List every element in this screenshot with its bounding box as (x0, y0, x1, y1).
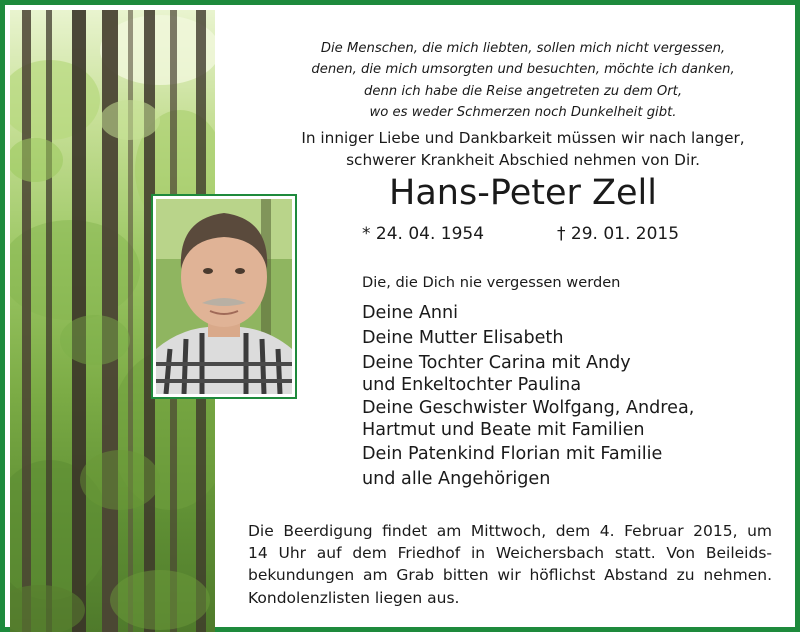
mourner-entry: und alle Angehörigen (362, 469, 551, 490)
funeral-notice (248, 520, 772, 609)
deceased-name: Hans-Peter Zell (389, 173, 657, 213)
poem-line: Die Menschen, die mich liebten, sollen mich nicht vergessen, (320, 41, 726, 56)
poem-line: wo es weder Schmerzen noch Dunkelheit gibt. (369, 104, 677, 120)
mourners-intro: Die, die Dich nie vergessen werden (362, 274, 621, 291)
poem-line: denn ich habe die Reise angetreten zu dem Ort, (363, 83, 683, 99)
mourner-entry: und Enkeltochter Paulina (362, 374, 582, 395)
funeral-line: Die Beerdigung findet am Mittwoch, dem 4. Februar 2015, um (248, 522, 772, 540)
poem-line: denen, die mich umsorgten und besuchten, möchte ich danken, (311, 62, 735, 78)
portrait-illustration (156, 199, 292, 394)
intro-text (245, 127, 800, 171)
mourner-entry: Deine Tochter Carina mit Andy (362, 352, 631, 373)
poem (245, 38, 800, 123)
mourner-entry: Deine Mutter Elisabeth (362, 328, 564, 349)
mourners-list (362, 301, 782, 493)
intro-line: schwerer Krankheit Abschied nehmen von Dir. (346, 151, 700, 169)
portrait-photo (156, 199, 292, 394)
mourner-entry: Deine Anni (362, 303, 459, 323)
funeral-line: 14 Uhr auf dem Friedhof in Weichersbach statt. Von Beileids- (248, 544, 772, 563)
birth-date: * 24. 04. 1954 (362, 224, 485, 244)
intro-line: In inniger Liebe und Dankbarkeit müssen wir nach langer, (301, 129, 745, 147)
mourner-entry: Deine Geschwister Wolfgang, Andrea, (362, 397, 695, 418)
death-date: † 29. 01. 2015 (557, 224, 680, 244)
portrait-frame (151, 194, 297, 399)
funeral-line: Kondolenzlisten liegen aus. (248, 588, 460, 607)
mourner-entry: Hartmut und Beate mit Familien (362, 419, 645, 440)
mourner-entry: Dein Patenkind Florian mit Familie (362, 443, 663, 464)
funeral-line: bekundungen am Grab bitten wir höflichst Abstand zu nehmen. (248, 566, 772, 585)
